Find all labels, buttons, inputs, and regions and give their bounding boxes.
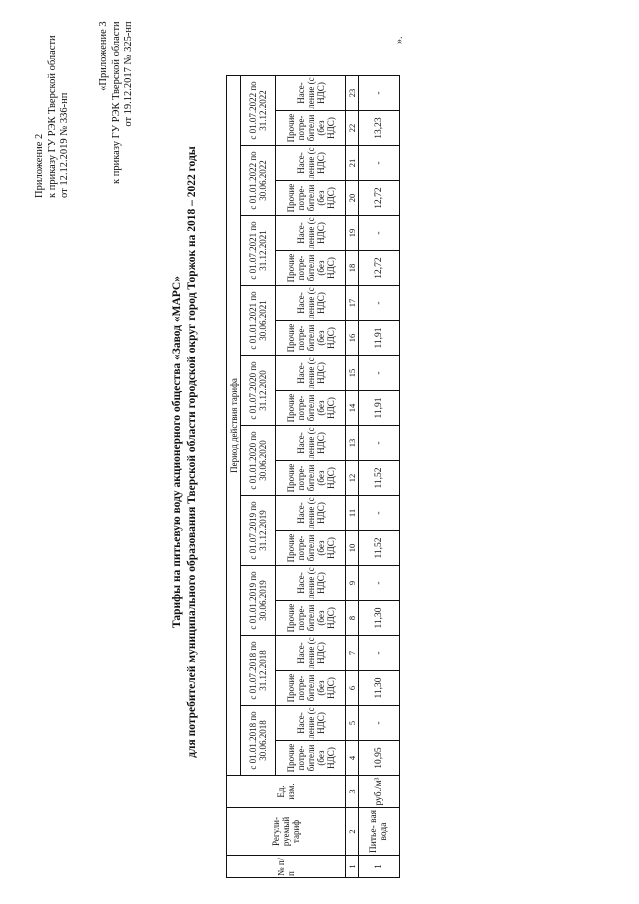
subheader-other-consumers: Прочие потре- бители (без НДС) [276, 251, 346, 286]
period-header: с 01.01.2022 по 30.06.2022 [241, 146, 276, 216]
appendix-3-header [98, 21, 136, 184]
column-number: 13 [346, 426, 359, 461]
tariff-value: 11,52 [359, 531, 400, 566]
period-header: с 01.07.2020 по 31.12.2020 [241, 356, 276, 426]
subheader-other-consumers: Прочие потре- бители (без НДС) [276, 181, 346, 216]
column-number: 12 [346, 461, 359, 496]
column-number: 1 [346, 856, 359, 878]
column-number: 15 [346, 356, 359, 391]
subheader-population: Насе- ление (с НДС) [276, 566, 346, 601]
subheader-other-consumers: Прочие потре- бители (без НДС) [276, 741, 346, 776]
appendix-2-header [34, 35, 72, 198]
column-number-row [346, 76, 359, 878]
closing-quote: ». [394, 36, 405, 44]
document-subtitle: для потребителей муниципального образования Тверской области городской округ город Торжок на 2018 – 2022 годы [186, 146, 198, 758]
period-header: с 01.01.2019 по 30.06.2019 [241, 566, 276, 636]
tariff-value: - [359, 496, 400, 531]
tariff-value: - [359, 146, 400, 181]
column-number: 23 [346, 76, 359, 111]
appendix-2-line3: от 12.12.2019 № 336-нп [59, 92, 70, 198]
column-number: 11 [346, 496, 359, 531]
tariff-value: - [359, 706, 400, 741]
period-header: с 01.01.2021 по 30.06.2021 [241, 286, 276, 356]
appendix-3-line3: от 19.12.2017 № 325-нп [123, 21, 134, 127]
tariff-value: - [359, 216, 400, 251]
subheader-population: Насе- ление (с НДС) [276, 706, 346, 741]
column-number: 9 [346, 566, 359, 601]
period-header: с 01.07.2019 по 31.12.2019 [241, 496, 276, 566]
column-number: 4 [346, 741, 359, 776]
column-number: 14 [346, 391, 359, 426]
period-header: с 01.07.2021 по 31.12.2021 [241, 216, 276, 286]
tariff-value: 11,91 [359, 391, 400, 426]
tariff-value: - [359, 286, 400, 321]
tariff-value: - [359, 426, 400, 461]
column-number: 10 [346, 531, 359, 566]
subheader-other-consumers: Прочие потре- бители (без НДС) [276, 321, 346, 356]
subheader-other-consumers: Прочие потре- бители (без НДС) [276, 671, 346, 706]
period-header-row [241, 76, 276, 878]
col-number-header: № п/ п [227, 856, 346, 878]
subheader-population: Насе- ление (с НДС) [276, 76, 346, 111]
tariff-value: 11,30 [359, 601, 400, 636]
column-number: 17 [346, 286, 359, 321]
subheader-other-consumers: Прочие потре- бители (без НДС) [276, 391, 346, 426]
appendix-3-line1: «Приложение 3 [98, 21, 109, 91]
tariff-value: 12,72 [359, 251, 400, 286]
column-number: 5 [346, 706, 359, 741]
row-number: 1 [359, 856, 400, 878]
col-unit-header: Ед. изм. [227, 776, 346, 808]
column-number: 21 [346, 146, 359, 181]
appendix-2-line2: к приказу ГУ РЭК Тверской области [46, 35, 58, 198]
subheader-population: Насе- ление (с НДС) [276, 216, 346, 251]
subheader-other-consumers: Прочие потре- бители (без НДС) [276, 601, 346, 636]
tariff-value: 11,91 [359, 321, 400, 356]
subheader-population: Насе- ление (с НДС) [276, 356, 346, 391]
col-tariff-header: Регули- руемый тариф [227, 808, 346, 856]
tariff-value: 12,72 [359, 181, 400, 216]
column-number: 16 [346, 321, 359, 356]
column-number: 8 [346, 601, 359, 636]
row-unit: руб./м³ [359, 776, 400, 808]
period-group-header: Период действия тарифа [227, 76, 241, 776]
column-number: 7 [346, 636, 359, 671]
period-header: с 01.07.2022 по 31.12.2022 [241, 76, 276, 146]
tariff-table [226, 75, 400, 878]
column-number: 20 [346, 181, 359, 216]
column-number: 3 [346, 776, 359, 808]
document-title: Тарифы на питьевую воду акционерного общества «Завод «МАРС» [171, 276, 183, 628]
subheader-population: Насе- ление (с НДС) [276, 636, 346, 671]
subheader-row [276, 76, 346, 878]
tariff-value: - [359, 356, 400, 391]
subheader-other-consumers: Прочие потре- бители (без НДС) [276, 531, 346, 566]
subheader-population: Насе- ление (с НДС) [276, 426, 346, 461]
tariff-value: 11,52 [359, 461, 400, 496]
subheader-population: Насе- ление (с НДС) [276, 146, 346, 181]
subheader-other-consumers: Прочие потре- бители (без НДС) [276, 461, 346, 496]
tariff-value: - [359, 566, 400, 601]
tariff-value: 11,30 [359, 671, 400, 706]
row-tariff: Питье- вая вода [359, 808, 400, 856]
period-header: с 01.07.2018 по 31.12.2018 [241, 636, 276, 706]
appendix-2-line1: Приложение 2 [34, 133, 45, 198]
subheader-other-consumers: Прочие потре- бители (без НДС) [276, 111, 346, 146]
column-number: 18 [346, 251, 359, 286]
column-number: 2 [346, 808, 359, 856]
tariff-value: 13,23 [359, 111, 400, 146]
table-row [359, 76, 400, 878]
appendix-3-line2: к приказу ГУ РЭК Тверской области [110, 21, 122, 184]
period-header: с 01.01.2018 по 30.06.2018 [241, 706, 276, 776]
tariff-value: - [359, 636, 400, 671]
period-header: с 01.01.2020 по 30.06.2020 [241, 426, 276, 496]
column-number: 22 [346, 111, 359, 146]
subheader-population: Насе- ление (с НДС) [276, 496, 346, 531]
column-number: 19 [346, 216, 359, 251]
tariff-value: - [359, 76, 400, 111]
column-number: 6 [346, 671, 359, 706]
subheader-population: Насе- ление (с НДС) [276, 286, 346, 321]
tariff-value: 10,95 [359, 741, 400, 776]
